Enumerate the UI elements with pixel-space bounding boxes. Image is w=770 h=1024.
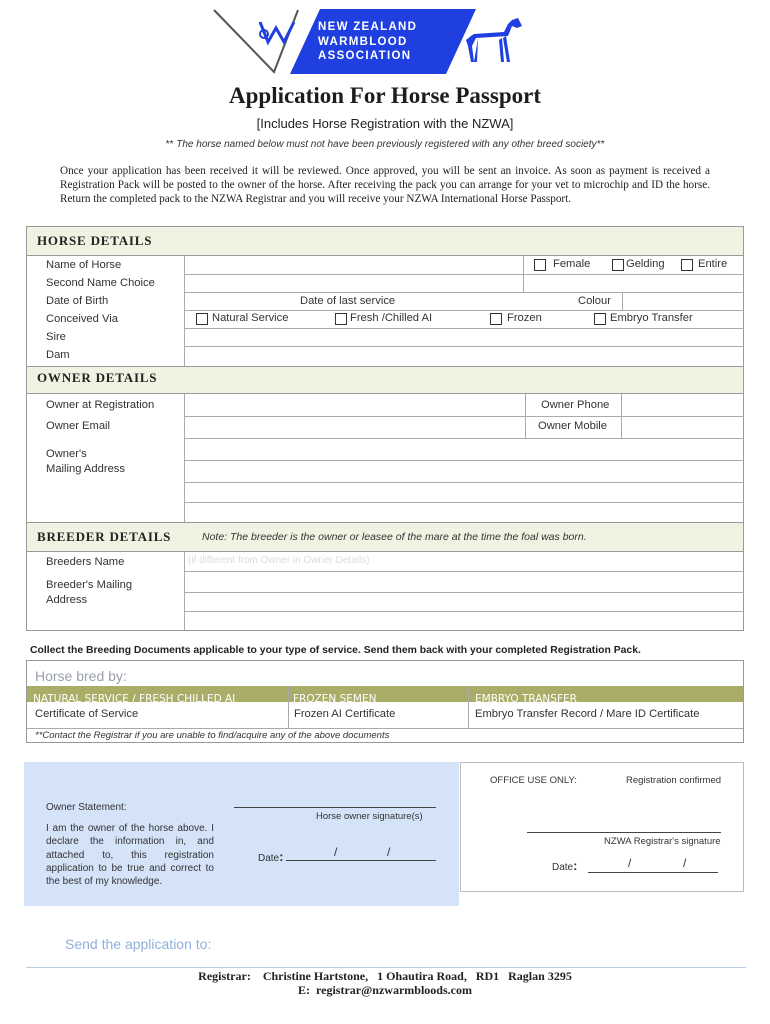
owner-signature-line[interactable] — [234, 807, 436, 808]
owner-date-line[interactable] — [286, 860, 436, 861]
logo-line-1: NEW ZEALAND — [318, 21, 418, 33]
owner-address-label-line-1: Owner's — [46, 448, 87, 460]
female-label: Female — [553, 258, 591, 270]
owner-email-label: Owner Email — [46, 420, 111, 432]
column-frozen-semen: FROZEN SEMEN — [293, 693, 377, 705]
logo-text — [318, 20, 458, 64]
note-stars: ** — [165, 139, 174, 150]
column-embryo-transfer: EMBRYO TRANSFER — [475, 693, 577, 705]
owner-address-label — [46, 447, 125, 477]
breeder-address-input[interactable] — [186, 573, 742, 629]
office-use-title: OFFICE USE ONLY: — [490, 775, 577, 786]
last-service-input[interactable] — [404, 293, 564, 309]
entire-checkbox[interactable] — [681, 259, 693, 271]
logo-line-2: WARMBLOOD — [318, 35, 408, 48]
documents-instruction: Collect the Breeding Documents applicable to your type of service. Send them back with your completed Registration Pack. — [30, 645, 641, 656]
dam-input[interactable] — [186, 347, 742, 365]
frozen-checkbox[interactable] — [490, 313, 502, 325]
frozen-ai-certificate: Frozen AI Certificate — [294, 708, 396, 720]
conceived-via-label: Conceived Via — [46, 313, 118, 325]
name-of-horse-label: Name of Horse — [46, 259, 122, 271]
certificate-of-service: Certificate of Service — [35, 708, 139, 720]
column-natural-service: NATURAL SERVICE / FRESH CHILLED AI — [33, 693, 236, 705]
office-date-label — [552, 858, 577, 873]
natural-service-label: Natural Service — [212, 312, 289, 324]
page-title: Application For Horse Passport — [229, 83, 541, 108]
horse-bred-by-label: Horse bred by: — [35, 668, 127, 684]
breeder-details-title: BREEDER DETAILS — [37, 529, 172, 544]
owner-email-input[interactable] — [186, 417, 524, 437]
owner-details-title: OWNER DETAILS — [37, 370, 158, 385]
owner-mobile-input[interactable] — [623, 417, 742, 437]
office-date-colon: : — [573, 858, 578, 873]
owner-phone-label: Owner Phone — [541, 399, 610, 411]
registrar-signature-label: NZWA Registrar's signature — [604, 836, 721, 847]
breeder-note: Note: The breeder is the owner or leasee of the mare at the time the foal was born. — [202, 531, 587, 543]
fresh-chilled-ai-checkbox[interactable] — [335, 313, 347, 325]
sire-input[interactable] — [186, 329, 742, 345]
registration-confirmed-label: Registration confirmed — [626, 775, 722, 786]
frozen-label: Frozen — [507, 312, 542, 324]
female-checkbox[interactable] — [534, 259, 546, 271]
gelding-label: Gelding — [626, 258, 665, 270]
owner-address-label-line-2: Mailing Address — [46, 463, 125, 475]
horse-details-title: HORSE DETAILS — [37, 233, 153, 248]
breeder-address-label-line-1: Breeder's Mailing — [46, 579, 133, 591]
office-date-line[interactable] — [588, 872, 718, 873]
documents-footnote: **Contact the Registrar if you are unable to find/acquire any of the above documents — [35, 730, 390, 741]
embryo-transfer-label: Embryo Transfer — [610, 312, 693, 324]
name-of-horse-input[interactable] — [186, 257, 522, 273]
owner-address-input[interactable] — [186, 440, 742, 520]
office-date-slash-2: / — [683, 856, 687, 870]
owner-registration-label: Owner at Registration — [46, 399, 155, 411]
logo-line-3: ASSOCIATION — [318, 50, 412, 62]
embryo-transfer-checkbox[interactable] — [594, 313, 606, 325]
breeders-name-input[interactable]: (if different from Owner in Owner Details) — [188, 555, 370, 566]
second-name-label: Second Name Choice — [46, 277, 155, 289]
intro-paragraph: Once your application has been received it will be reviewed. Once approved, you will be sent an invoice. As soon as payment is received a Registration Pack will be posted to the owner of the horse. After receiving the pack you can arrange for your vet to microchip and ID the horse. Return the completed pack to the NZWA Registrar and you will receive your NZWA International Horse Passport. — [60, 165, 710, 205]
registrar-email[interactable]: E: registrar@nzwarmbloods.com — [298, 983, 472, 997]
entire-label: Entire — [698, 258, 728, 270]
owner-statement-heading: Owner Statement: — [46, 802, 127, 813]
owner-statement-body: I am the owner of the horse above. I declare the information in, and attached to, this registration application to be true and correct to the best of my knowledge. — [46, 823, 214, 888]
page-subtitle: [Includes Horse Registration with the NZWA] — [256, 116, 514, 131]
gelding-checkbox[interactable] — [612, 259, 624, 271]
colour-label: Colour — [578, 295, 611, 307]
horse-icon — [462, 16, 524, 64]
send-to-heading: Send the application to: — [65, 936, 212, 952]
breeder-address-label-line-2: Address — [46, 594, 88, 606]
date-of-birth-input[interactable] — [186, 293, 294, 309]
owner-date-slash-1: / — [334, 845, 338, 859]
registrar-signature-line[interactable] — [527, 832, 721, 833]
second-name-input[interactable] — [186, 275, 522, 291]
owner-date-slash-2: / — [387, 845, 391, 859]
owner-registration-input[interactable] — [186, 395, 524, 415]
dam-label: Dam — [46, 349, 70, 361]
sire-label: Sire — [46, 331, 66, 343]
registration-note — [0, 139, 770, 150]
footer-divider — [26, 967, 746, 968]
breeder-address-label — [46, 578, 132, 608]
natural-service-checkbox[interactable] — [196, 313, 208, 325]
registrar-address: Registrar: Christine Hartstone, 1 Ohautira Road, RD1 Raglan 3295 — [198, 969, 572, 983]
owner-phone-input[interactable] — [623, 395, 742, 415]
office-date-label-text: Date — [552, 862, 574, 873]
owner-mobile-label: Owner Mobile — [538, 420, 608, 432]
owner-date-colon: : — [279, 849, 284, 864]
owner-signature-label: Horse owner signature(s) — [316, 811, 423, 822]
last-service-label: Date of last service — [300, 295, 396, 307]
embryo-transfer-record: Embryo Transfer Record / Mare ID Certificate — [475, 708, 700, 720]
breeders-name-label: Breeders Name — [46, 556, 125, 568]
owner-date-label — [258, 849, 283, 864]
office-date-slash-1: / — [628, 856, 632, 870]
date-of-birth-label: Date of Birth — [46, 295, 109, 307]
note-text: The horse named below must not have been previously registered with any other breed society** — [176, 139, 605, 150]
owner-date-label-text: Date — [258, 853, 280, 864]
colour-input[interactable] — [624, 293, 742, 309]
fresh-chilled-ai-label: Fresh /Chilled AI — [350, 312, 433, 324]
